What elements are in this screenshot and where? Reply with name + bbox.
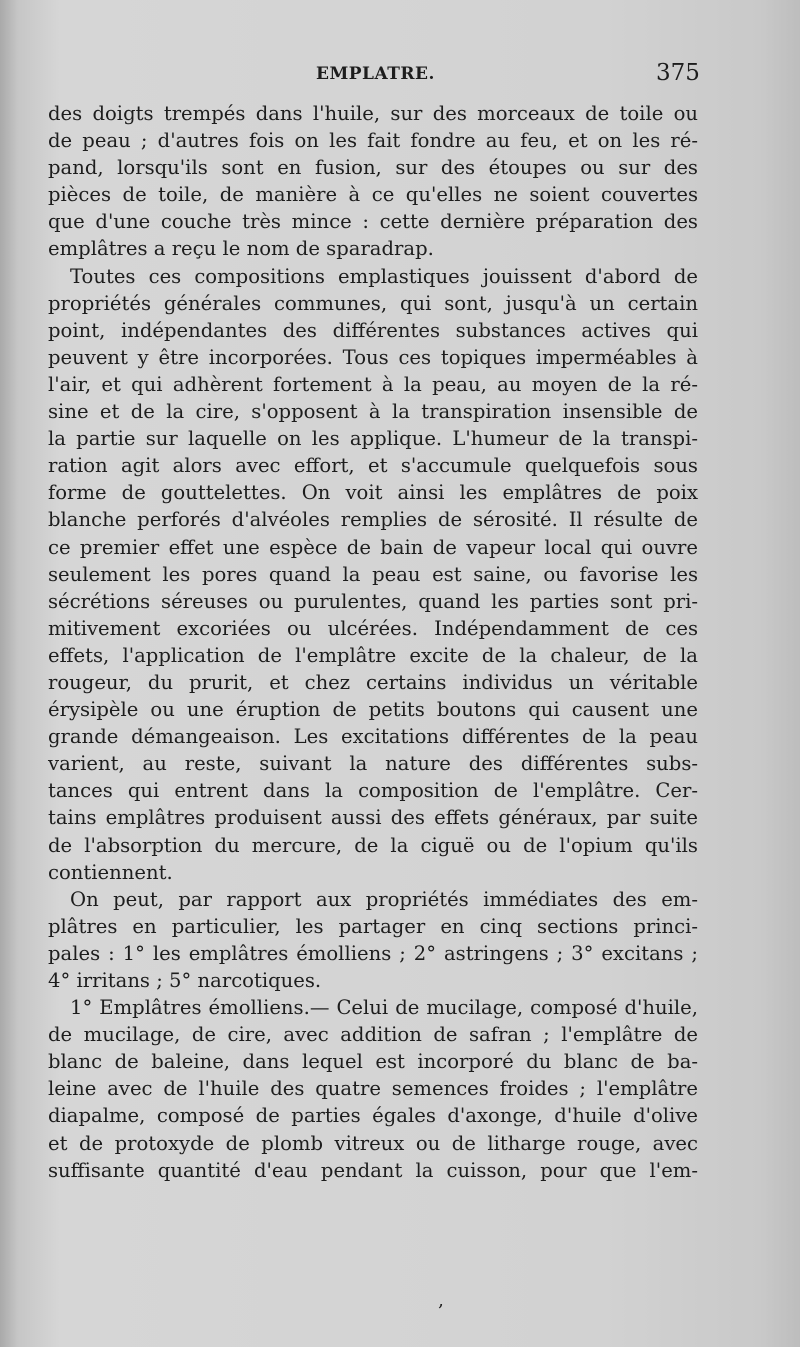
text-line: de l'absorption du mercure, de la ciguë ou de l'opium qu'ils bbox=[48, 833, 698, 857]
running-title: EMPLATRE. bbox=[316, 64, 435, 84]
text-line: grande démangeaison. Les excitations différentes de la peau bbox=[48, 725, 698, 749]
text-line: contiennent. bbox=[48, 860, 173, 884]
text-line: tances qui entrent dans la composition de l'emplâtre. Cer- bbox=[48, 779, 698, 803]
page-ornament: ‚ bbox=[438, 1290, 444, 1311]
text-line: blanche perforés d'alvéoles remplies de sérosité. Il résulte de bbox=[48, 508, 698, 532]
paragraph-first-line: On peut, par rapport aux propriétés immédiates des em- bbox=[70, 887, 698, 911]
text-line: pièces de toile, de manière à ce qu'elles ne soient couvertes bbox=[48, 183, 698, 207]
text-line: blanc de baleine, dans lequel est incorporé du blanc de ba- bbox=[48, 1050, 698, 1074]
text-line: varient, au reste, suivant la nature des différentes subs- bbox=[48, 752, 698, 776]
text-line: sécrétions séreuses ou purulentes, quand les parties sont pri- bbox=[48, 589, 698, 613]
text-line: emplâtres a reçu le nom de sparadrap. bbox=[48, 237, 434, 261]
text-line: forme de gouttelettes. On voit ainsi les emplâtres de poix bbox=[48, 481, 698, 505]
text-line: et de protoxyde de plomb vitreux ou de litharge rouge, avec bbox=[48, 1131, 698, 1155]
text-line: rougeur, du prurit, et chez certains individus un véritable bbox=[48, 670, 698, 694]
text-line: diapalme, composé de parties égales d'axonge, d'huile d'olive bbox=[48, 1104, 698, 1128]
paragraph-first-line: 1° Emplâtres émolliens.— Celui de mucilage, composé d'huile, bbox=[70, 996, 698, 1020]
text-line: mitivement excoriées ou ulcérées. Indépendamment de ces bbox=[48, 616, 698, 640]
text-line: de peau ; d'autres fois on les fait fondre au feu, et on les ré- bbox=[48, 129, 698, 153]
text-line: plâtres en particulier, les partager en cinq sections princi- bbox=[48, 914, 698, 938]
text-line: sine et de la cire, s'opposent à la transpiration insensible de bbox=[48, 400, 698, 424]
page-header bbox=[0, 60, 800, 90]
text-line: 4° irritans ; 5° narcotiques. bbox=[48, 969, 322, 992]
text-line: leine avec de l'huile des quatre semences froides ; l'emplâtre bbox=[48, 1077, 698, 1101]
text-line: effets, l'application de l'emplâtre excite de la chaleur, de la bbox=[48, 643, 698, 667]
page-number: 375 bbox=[656, 60, 700, 86]
text-line: pand, lorsqu'ils sont en fusion, sur des étoupes ou sur des bbox=[48, 156, 698, 180]
text-line: pales : 1° les emplâtres émolliens ; 2° astringens ; 3° excitans ; bbox=[48, 941, 698, 965]
text-line: des doigts trempés dans l'huile, sur des morceaux de toile ou bbox=[48, 102, 698, 125]
text-line: point, indépendantes des différentes substances actives qui bbox=[48, 318, 698, 342]
text-line: propriétés générales communes, qui sont, jusqu'à un certain bbox=[48, 291, 698, 315]
text-line: de mucilage, de cire, avec addition de safran ; l'emplâtre de bbox=[48, 1023, 698, 1047]
text-line: érysipèle ou une éruption de petits boutons qui causent une bbox=[48, 698, 698, 722]
text-line: la partie sur laquelle on les applique. L'humeur de la transpi- bbox=[48, 427, 698, 451]
text-line: suffisante quantité d'eau pendant la cuisson, pour que l'em- bbox=[48, 1158, 698, 1182]
text-line: ce premier effet une espèce de bain de vapeur local qui ouvre bbox=[48, 535, 698, 559]
text-line: ration agit alors avec effort, et s'accumule quelquefois sous bbox=[48, 454, 698, 478]
body-text bbox=[48, 100, 698, 1184]
text-line: que d'une couche très mince : cette dernière préparation des bbox=[48, 210, 698, 234]
text-line: l'air, et qui adhèrent fortement à la peau, au moyen de la ré- bbox=[48, 372, 698, 396]
text-line: tains emplâtres produisent aussi des effets généraux, par suite bbox=[48, 806, 698, 830]
text-line: seulement les pores quand la peau est saine, ou favorise les bbox=[48, 562, 698, 586]
paragraph-first-line: Toutes ces compositions emplastiques jouissent d'abord de bbox=[70, 264, 698, 288]
text-line: peuvent y être incorporées. Tous ces topiques imperméables à bbox=[48, 345, 698, 369]
